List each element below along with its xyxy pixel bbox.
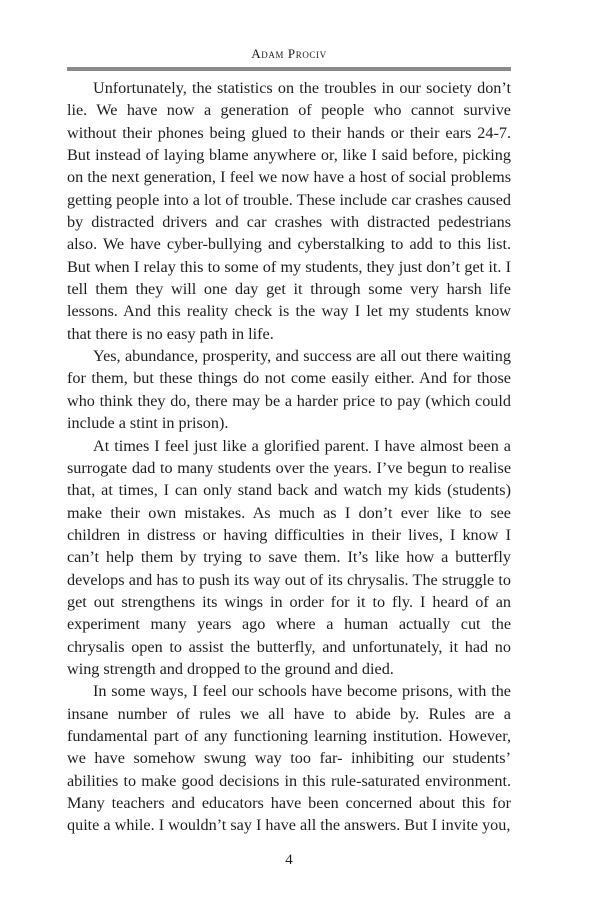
paragraph: In some ways, I feel our schools have become prisons, with the insane number of rules we all have to abide by. Rules are a fundamental part of any functioning learning institution. However, we have somehow swung way too far- inhibiting our students’ abilities to make good decisions in this rule-saturated environment. Many teachers and educators have been concerned about this for quite a while. I wouldn’t say I have all the answers. But I invite you, (67, 682, 511, 835)
paragraph: Unfortunately, the statistics on the troubles in our society don’t lie. We have now a generation of people who cannot survive without their phones being glued to their hands or their ears 24-7. But instead of laying blame anywhere or, like I said before, picking on the next generation, I feel we now have a host of social problems getting people into a lot of trouble. These include car crashes caused by distracted drivers and car crashes with distracted pedestrians also. We have cyber-bullying and cyberstalking to add to this list. But when I relay this to some of my students, they just don’t get it. I tell them they will one day get it through some very harsh life lessons. And this reality check is the way I let my students know that there is no easy path in life. (67, 79, 511, 343)
paragraph: Yes, abundance, prosperity, and success are all out there waiting for them, but these things do not come easily either. And for those who think they do, there may be a harder price to pay (which could include a stint in prison). (67, 347, 511, 433)
paragraph: At times I feel just like a glorified parent. I have almost been a surrogate dad to many students over the years. I’ve begun to realise that, at times, I can only stand back and watch my kids (students) make their own mistakes. As much as I don’t ever like to see children in distress or having difficulties in their lives, I know I can’t help them by trying to save them. It’s like how a butterfly develops and has to push its way out of its chrysalis. The struggle to get out strengthens its wings in order for it to fly. I heard of an experiment many years ago where a human actually cut the chrysalis open to assist the butterfly, and unfortunately, it had no wing strength and dropped to the ground and died. (67, 436, 511, 678)
running-head: Adam Prociv (251, 46, 327, 61)
page-number: 4 (285, 852, 293, 868)
body-text (67, 77, 511, 837)
header-rule (67, 67, 511, 71)
